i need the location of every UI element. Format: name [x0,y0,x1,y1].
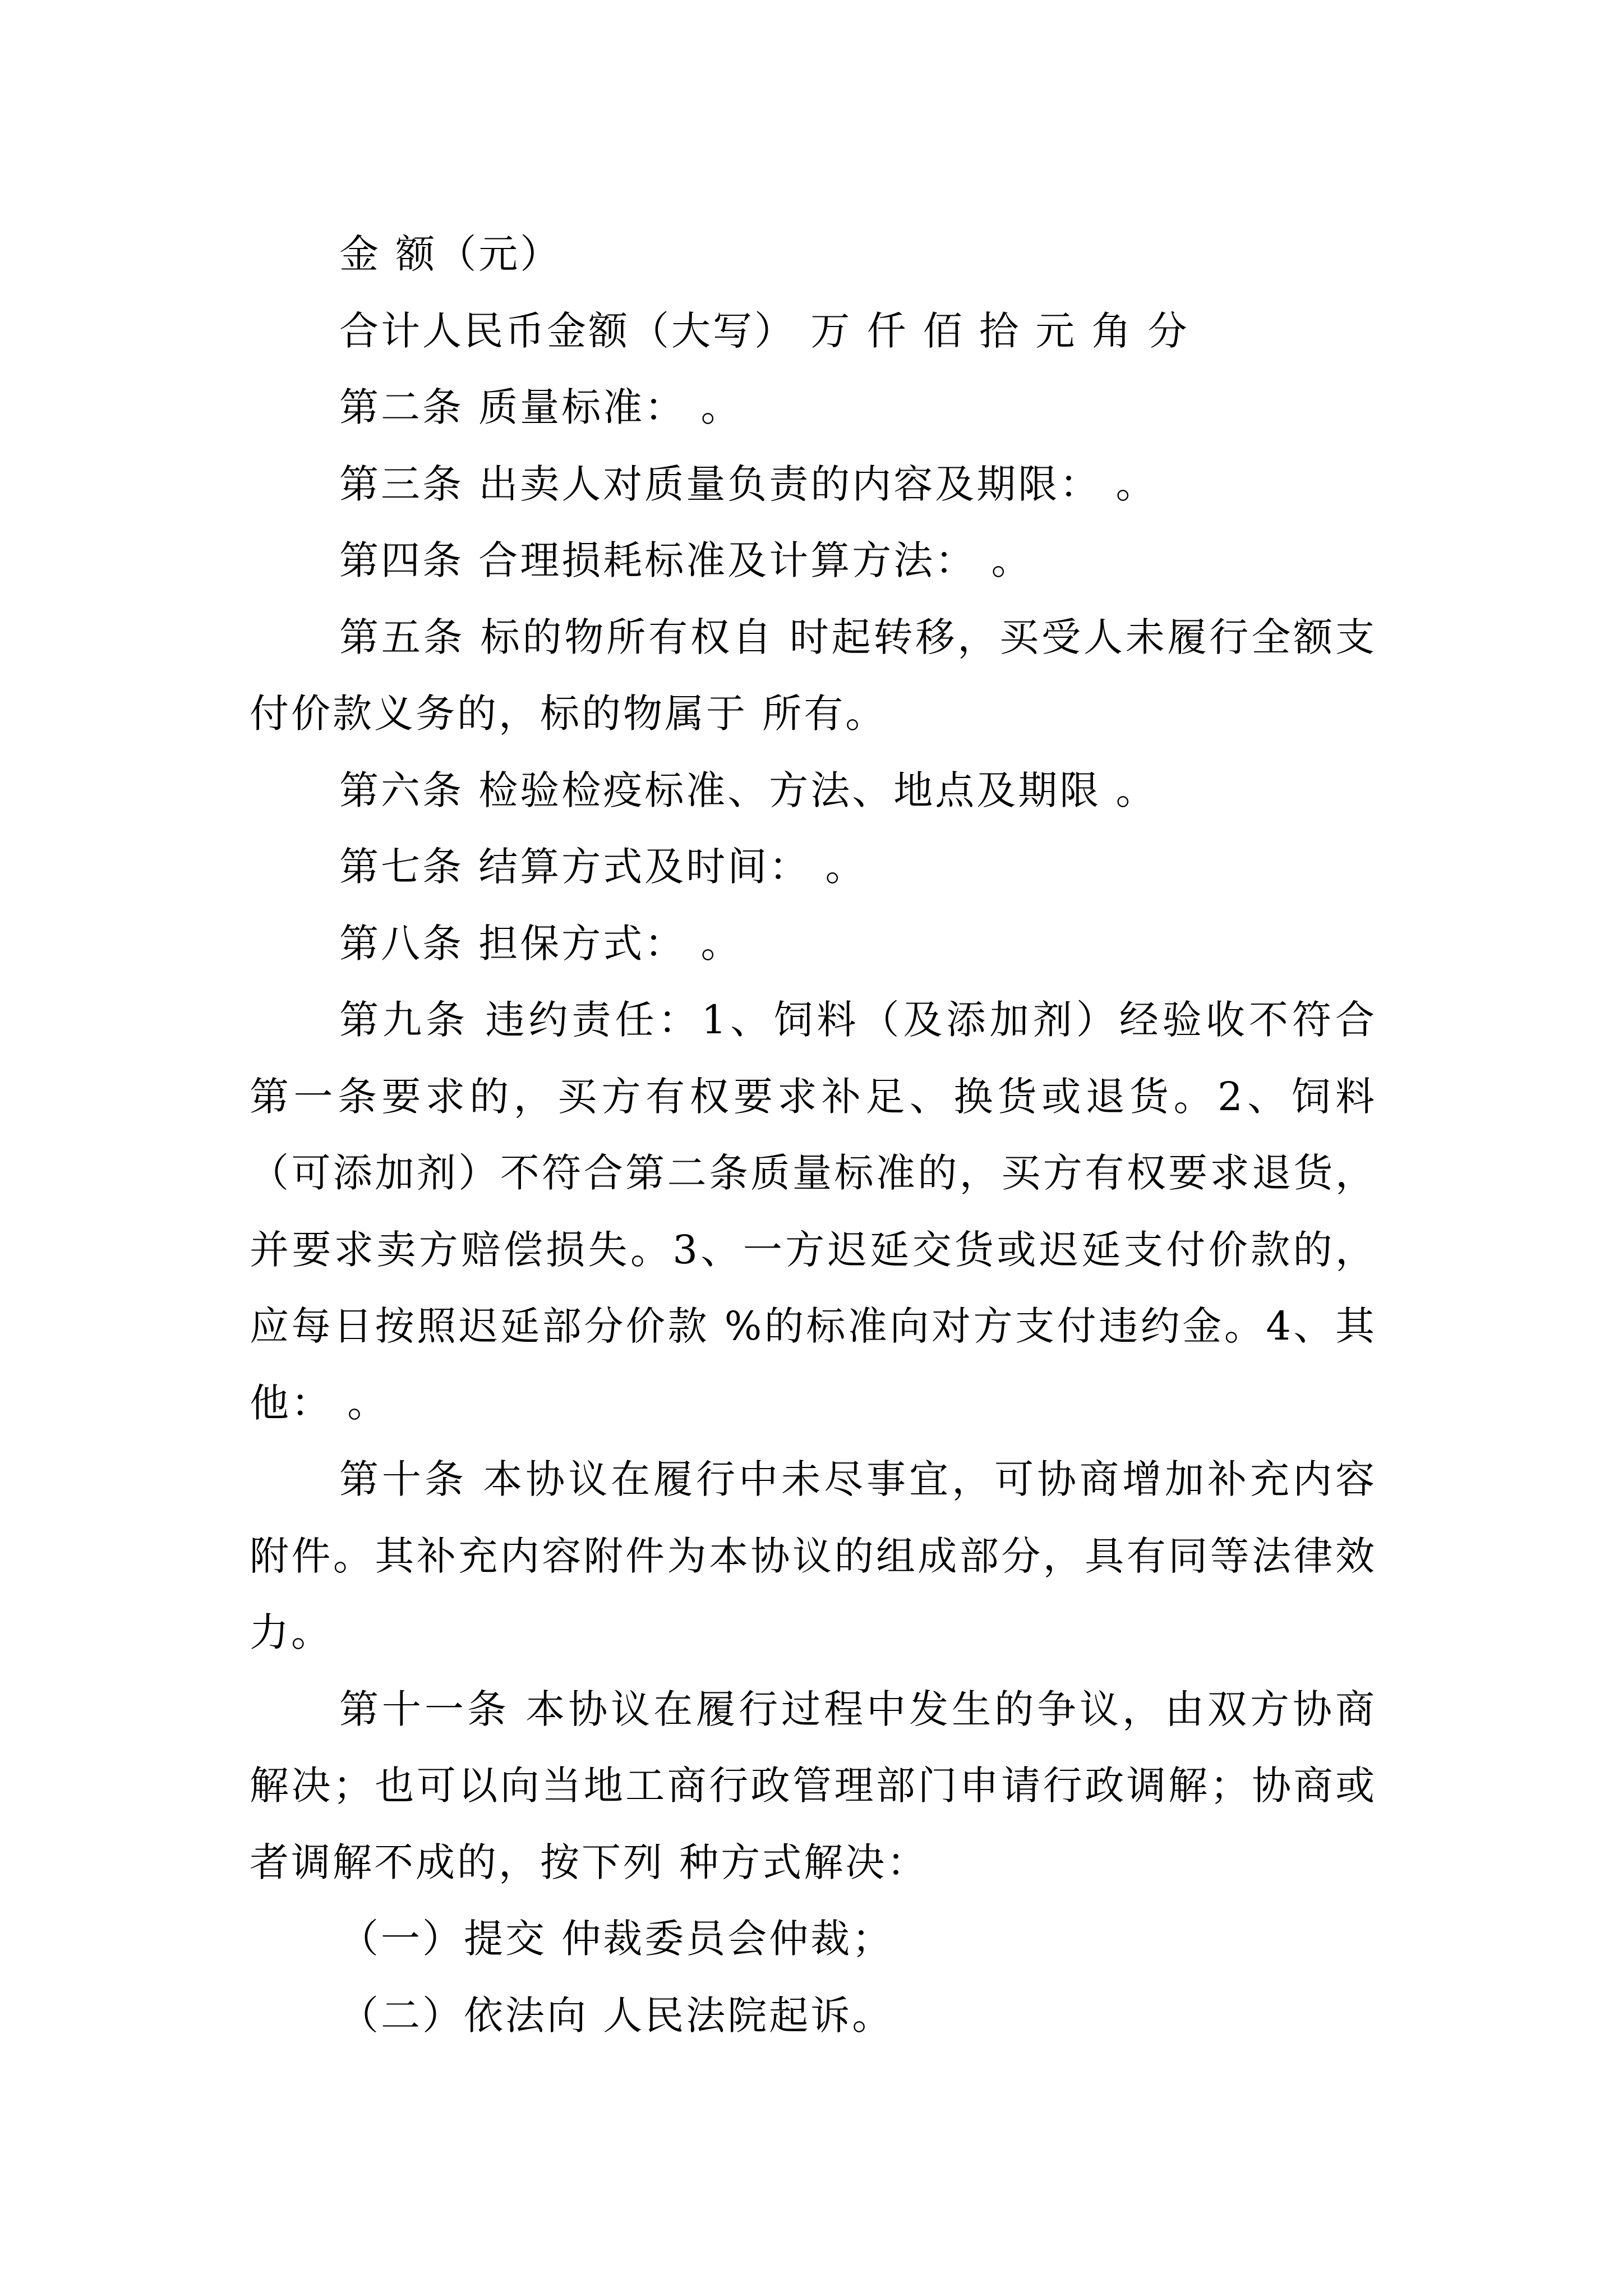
article-7-settlement: 第七条 结算方式及时间： 。 [339,844,867,890]
dispute-option-2: （二）依法向 人民法院起诉。 [339,1992,894,2039]
total-amount-capital-line: 合计人民币金额（大写） 万 仟 佰 拾 元 角 分 [339,307,1189,354]
article-11-dispute: 第十一条 本协议在履行过程中发生的争议，由双方协商解决；也可以向当地工商行政管理部门申请行政调解；协商或者调解不成的，按下列 种方式解决： [250,1686,1377,1885]
article-5-ownership-transfer: 第五条 标的物所有权自 时起转移，买受人未履行全额支付价款义务的，标的物属于 所有。 [250,614,1377,737]
amount-label-line: 金 额（元） [339,231,562,277]
dispute-option-1: （一）提交 仲裁委员会仲裁； [339,1916,894,1962]
article-2-quality-standard: 第二条 质量标准： 。 [339,384,743,430]
article-8-guarantee: 第八条 担保方式： 。 [339,920,743,967]
article-6-inspection-standard: 第六条 检验检疫标准、方法、地点及期限 。 [339,767,1158,813]
article-3-seller-quality-responsibility: 第三条 出卖人对质量负责的内容及期限： 。 [339,461,1158,507]
document-body [250,216,1377,2054]
article-10-supplement: 第十条 本协议在履行中未尽事宜，可协商增加补充内容附件。其补充内容附件为本协议的组成部分，具有同等法律效力。 [250,1456,1377,1655]
article-9-liability: 第九条 违约责任：1、饲料（及添加剂）经验收不符合第一条要求的，买方有权要求补足、换货或退货。2、饲料（可添加剂）不符合第二条质量标准的，买方有权要求退货，并要求卖方赔偿损失。3、一方迟延交货或迟延支付价款的，应每日按照迟延部分价款 %的标准向对方支付违约金。4、其他： 。 [250,997,1377,1426]
article-4-loss-standard: 第四条 合理损耗标准及计算方法： 。 [339,537,1033,583]
